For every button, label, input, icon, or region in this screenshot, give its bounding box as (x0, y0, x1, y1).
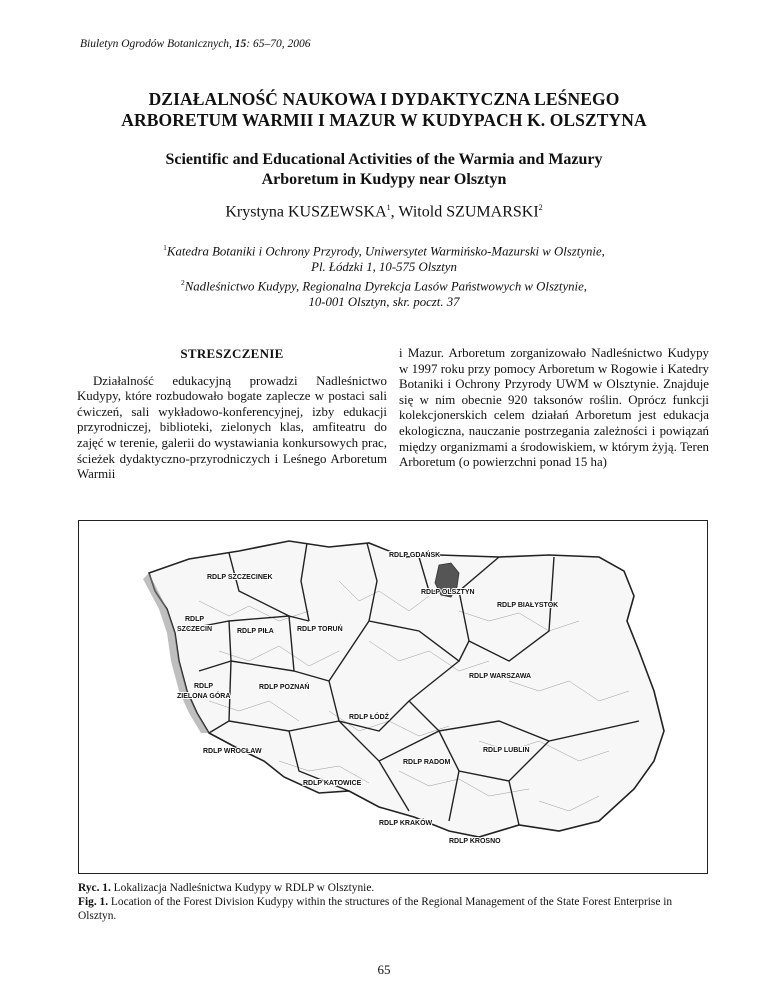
map-label-szczecinek: RDLP SZCZECINEK (207, 574, 273, 581)
caption-fig-label: Fig. 1. (78, 895, 109, 908)
map-label-wroclaw: RDLP WROCŁAW (203, 748, 262, 755)
title-english-line-2: Arboretum in Kudypy near Olsztyn (261, 171, 507, 188)
author-2: Witold SZUMARSKI (398, 203, 539, 221)
title-english-line-1: Scientific and Educational Activities of the Warmia and Mazury (165, 151, 603, 168)
title-polish (60, 89, 708, 131)
title-english (60, 150, 708, 190)
affiliation-2-text: Nadleśnictwo Kudypy, Regionalna Dyrekcja Lasów Państwowych w Olsztynie, (184, 279, 587, 294)
affiliation-1-line-2: Pl. Łódzki 1, 10-575 Olsztyn (311, 259, 457, 274)
map-label-olsztyn: RDLP OLSZTYN (421, 589, 475, 596)
map-label-warszawa: RDLP WARSZAWA (469, 673, 532, 680)
map-label-szczecin-1: RDLP (185, 616, 205, 623)
map-label-radom: RDLP RADOM (403, 759, 451, 766)
map-label-lublin: RDLP LUBLIN (483, 747, 530, 754)
caption-fig-text: Location of the Forest Division Kudypy within the structures of the Regional Management of the State Forest Enterprise in Olsztyn. (78, 895, 673, 922)
poland-outline (149, 541, 664, 837)
affiliation-2-line-1 (60, 275, 708, 295)
title-polish-line-1: DZIAŁALNOŚĆ NAUKOWA I DYDAKTYCZNA LEŚNEGO (148, 89, 620, 109)
figure-caption (78, 882, 710, 923)
affiliation-2-line-2: 10-001 Olsztyn, skr. poczt. 37 (308, 295, 460, 310)
affiliation-1-text: Katedra Botaniki i Ochrony Przyrody, Uniwersytet Warmińsko-Mazurski w Olsztynie, (166, 244, 605, 259)
map-label-katowice: RDLP KATOWICE (303, 780, 362, 787)
journal-volume: 15 (234, 38, 247, 50)
map-label-lodz: RDLP ŁÓDŹ (349, 714, 389, 721)
authors (60, 203, 708, 221)
caption-polish (78, 882, 710, 896)
author-separator: , (390, 203, 399, 221)
title-polish-line-2: ARBORETUM WARMII I MAZUR W KUDYPACH K. OLSZTYNA (121, 110, 647, 130)
poland-rdlp-map (79, 521, 707, 873)
map-label-poznan: RDLP POZNAŃ (259, 684, 310, 691)
figure-map (78, 520, 708, 874)
journal-name: Biuletyn Ogrodów Botanicznych, (80, 38, 232, 50)
author-1-sup: 1 (386, 203, 391, 212)
map-label-zielona-2: ZIELONA GÓRA (177, 693, 231, 700)
map-label-zielona-1: RDLP (194, 683, 214, 690)
caption-ryc-label: Ryc. 1. (78, 882, 111, 894)
abstract-paragraph-left: Działalność edukacyjną prowadzi Nadleśnictwo Kudypy, które rozbudowało bogate zaplecze w postaci sali ćwiczeń, sali wykładowo-konferencyjnej, izby edukacji przyrodniczej, biblioteki, zielonych klas, amfiteatru do zajęć w terenie, galerii do wystawiania konkursowych prac, ścieżek dydaktyczno-przyrodniczych i Leśnego Arboretum Warmii (77, 373, 387, 482)
affiliation-2-sup: 2 (181, 278, 185, 288)
abstract-right-column (399, 346, 709, 471)
page-number: 65 (377, 962, 391, 977)
author-1: Krystyna KUSZEWSKA (225, 203, 387, 221)
affiliations (60, 240, 708, 311)
map-label-krosno: RDLP KROSNO (449, 838, 501, 845)
caption-english (78, 896, 710, 924)
abstract-heading: STRESZCZENIE (180, 346, 284, 361)
affiliation-1-line-1 (60, 240, 708, 260)
affiliation-1-sup: 1 (163, 243, 167, 252)
author-2-sup: 2 (538, 203, 543, 212)
map-label-pila: RDLP PIŁA (237, 628, 274, 635)
map-label-torun: RDLP TORUŃ (297, 626, 343, 633)
abstract-paragraph-right: i Mazur. Arboretum zorganizowało Nadleśnictwo Kudypy w 1997 roku przy pomocy Arboretum w Rogowie i Katedry Botaniki i Ochrony Przyrody UWM w Olsztynie. Znajduje się w nim obecnie 920 taksonów roślin. Oprócz funkcji kolekcjonerskich celem działań Arboretum jest edukacja ekologiczna, nauczanie postrzegania zależności i powiązań między organizmami a środowiskiem, w którym żyją. Teren Arboretum (o powierzchni ponad 15 ha) (399, 346, 709, 470)
map-label-bialystok: RDLP BIAŁYSTOK (497, 602, 559, 609)
map-label-gdansk: RDLP GDAŃSK (389, 552, 441, 559)
abstract-left-column (77, 341, 387, 483)
journal-pages: : 65–70, 2006 (246, 38, 311, 50)
map-label-szczecin-2: SZCZECIN (177, 626, 212, 633)
caption-ryc-text: Lokalizacja Nadleśnictwa Kudypy w RDLP w Olsztynie. (110, 882, 375, 894)
running-head (80, 38, 311, 50)
map-label-krakow: RDLP KRAKÓW (379, 820, 433, 827)
